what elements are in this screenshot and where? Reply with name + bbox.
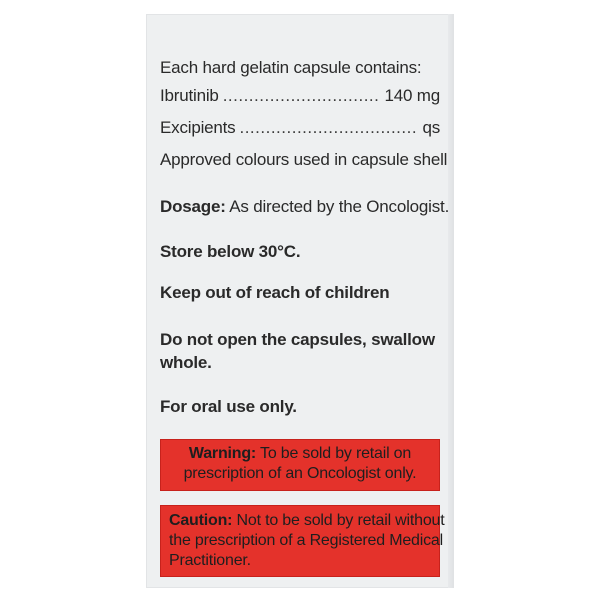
ingredient-row-excipients xyxy=(160,118,440,138)
ingredient-amount: 140 mg xyxy=(384,86,440,105)
caution-line3: Practitioner. xyxy=(169,552,251,569)
ingredient-amount: qs xyxy=(422,118,440,137)
route-of-administration: For oral use only. xyxy=(160,397,297,416)
ingredient-name: Ibrutinib xyxy=(160,86,219,105)
dosage-text: As directed by the Oncologist. xyxy=(225,197,450,216)
caution-line1 xyxy=(169,511,445,531)
capsule-instruction-line1: Do not open the capsules, swallow xyxy=(160,330,435,349)
caution-text-1: Not to be sold by retail without xyxy=(232,512,445,529)
ingredient-name: Excipients xyxy=(160,118,236,137)
warning-label: Warning: xyxy=(188,445,257,462)
warning-box xyxy=(160,439,440,491)
dosage-line xyxy=(160,197,449,217)
dot-leader xyxy=(223,86,381,106)
caution-line2: the prescription of a Registered Medical xyxy=(169,532,443,549)
dot-leader xyxy=(239,118,418,138)
warning-line2: prescription of an Oncologist only. xyxy=(183,465,417,482)
storage-instruction: Store below 30°C. xyxy=(160,242,301,261)
warning-text-1: To be sold by retail on xyxy=(256,445,412,462)
children-warning: Keep out of reach of children xyxy=(160,283,390,302)
warning-line1 xyxy=(167,444,433,464)
capsule-instruction-line2: whole. xyxy=(160,353,212,372)
composition-heading: Each hard gelatin capsule contains: xyxy=(160,58,422,77)
panel-edge-shade xyxy=(448,14,454,588)
caution-box xyxy=(160,505,445,577)
ingredient-row-ibrutinib xyxy=(160,86,440,106)
caution-label: Caution: xyxy=(169,512,233,529)
dosage-label: Dosage: xyxy=(160,197,226,216)
colours-note: Approved colours used in capsule shell xyxy=(160,150,448,169)
medicine-label-panel xyxy=(146,14,454,588)
